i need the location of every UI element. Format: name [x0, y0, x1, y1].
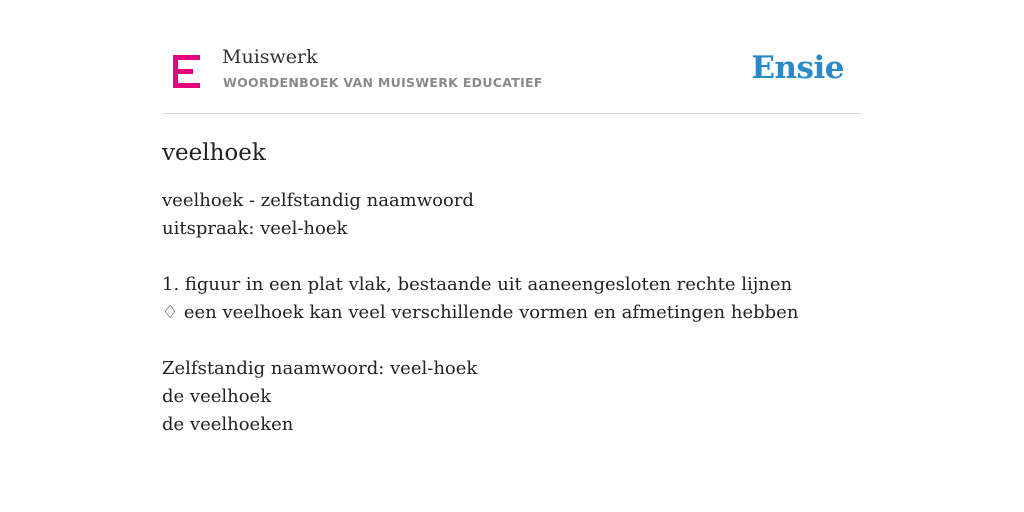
site-header	[162, 40, 862, 114]
entry-line-inflection-heading: Zelfstandig naamwoord: veel-hoek	[162, 358, 478, 379]
entry-line-pronunciation: uitspraak: veel-hoek	[162, 218, 348, 239]
ensie-logo[interactable]: Ensie	[751, 50, 844, 86]
entry-line-plural: de veelhoeken	[162, 414, 294, 435]
entry-line-blank	[162, 243, 862, 271]
brand-name[interactable]: Muiswerk	[222, 46, 318, 68]
entry-line-blank	[162, 327, 862, 355]
entry-line-definition: 1. figuur in een plat vlak, bestaande uit aaneengesloten rechte lijnen	[162, 274, 793, 295]
entry-line-example: ♢ een veelhoek kan veel verschillende vormen en afmetingen hebben	[162, 302, 799, 323]
entry-title: veelhoek	[162, 140, 266, 166]
entry-line-singular: de veelhoek	[162, 386, 272, 407]
dictionary-entry	[162, 137, 862, 439]
muiswerk-logo-icon[interactable]	[173, 55, 200, 88]
brand-subtitle: WOORDENBOEK VAN MUISWERK EDUCATIEF	[223, 75, 543, 90]
entry-line-pos: veelhoek - zelfstandig naamwoord	[162, 190, 474, 211]
